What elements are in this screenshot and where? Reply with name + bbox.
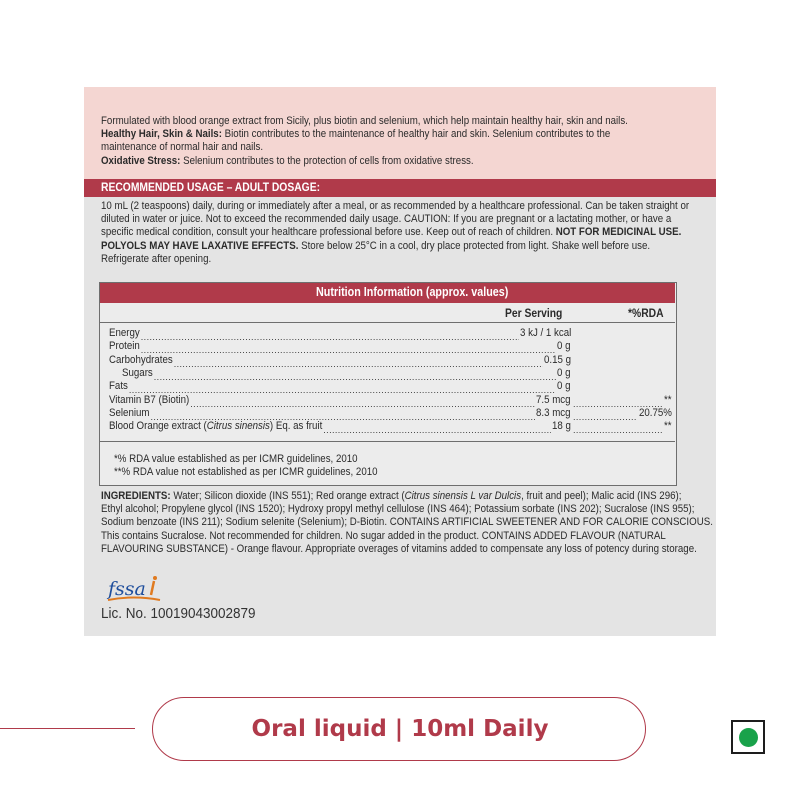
nutrient-value: 3 kJ / 1 kcal xyxy=(519,327,571,339)
leader-dots xyxy=(573,420,662,433)
dosage-badge xyxy=(152,697,646,761)
usage-heading: RECOMMENDED USAGE – ADULT DOSAGE: xyxy=(101,180,321,194)
veg-dot xyxy=(739,728,758,747)
nutrient-name: Selenium xyxy=(109,406,150,419)
nutrient-name xyxy=(109,420,322,433)
leader-dots xyxy=(174,354,543,367)
nutrient-name-part: ) Eq. as fruit xyxy=(269,420,323,433)
notes-divider xyxy=(100,441,675,442)
usage-line xyxy=(101,240,689,253)
nutrition-row xyxy=(109,393,672,407)
decorative-divider xyxy=(0,728,135,729)
nutrient-rda: 20.75% xyxy=(639,406,672,419)
nutrition-row xyxy=(109,354,664,367)
leader-dots xyxy=(190,394,535,407)
nutrient-value: 8.3 mcg xyxy=(536,406,571,419)
product-label-panel xyxy=(84,87,716,636)
ingredients-line xyxy=(101,490,713,503)
rda-header: *%RDA xyxy=(628,306,664,320)
ingredients-text xyxy=(101,490,713,556)
nutrition-row xyxy=(109,420,672,433)
nutrient-name: Vitamin B7 (Biotin) xyxy=(109,393,190,406)
veg-symbol-icon xyxy=(731,720,765,754)
nutrient-value: 18 g xyxy=(552,420,571,433)
laxative-warning: POLYOLS MAY HAVE LAXATIVE EFFECTS. xyxy=(101,239,299,252)
nutrition-row xyxy=(109,406,672,420)
nutrient-value: 0.15 g xyxy=(543,353,571,366)
fssai-logo xyxy=(106,575,166,608)
nutrient-value: 0 g xyxy=(557,340,571,353)
nutrient-rda: ** xyxy=(664,393,672,406)
nutrition-row xyxy=(109,340,664,353)
hair-claim-text: Biotin contributes to the maintenance of healthy hair and skin. Selenium contributes to the xyxy=(221,128,611,141)
svg-text:fssa: fssa xyxy=(108,578,146,600)
leader-dots xyxy=(573,407,637,420)
ingredients-line: This contains Sucralose. Not recommended for children. No sugar added in the product. CONTAINS ADDED FLAVOUR (NATURAL xyxy=(101,529,666,542)
license-number: Lic. No. 10019043002879 xyxy=(101,606,256,622)
ingredients-line: Ethyl alcohol; Propylene glycol (INS 1520); Hydroxy propyl methyl cellulose (INS 464); Potassium sorbate (INS 202); Sucralose (INS 955); xyxy=(101,503,695,516)
leader-dots xyxy=(323,420,551,433)
nutrition-row xyxy=(109,367,664,380)
nutrient-name-italic: Citrus sinensis xyxy=(206,420,270,433)
hair-claim-heading: Healthy Hair, Skin & Nails: xyxy=(101,128,222,141)
nutrition-title-bar xyxy=(100,283,675,303)
leader-dots xyxy=(573,394,662,407)
nutrient-name: Fats xyxy=(109,380,128,393)
not-medicinal-warning: NOT FOR MEDICINAL USE. xyxy=(555,226,682,239)
oxidative-claim-text: Selenium contributes to the protection of cells from oxidative stress. xyxy=(180,154,474,167)
ingredients-span: , fruit and peel); Malic acid (INS 296); xyxy=(521,490,682,502)
nutrient-value: 0 g xyxy=(557,366,571,379)
nutrition-notes xyxy=(114,453,378,479)
nutrition-title: Nutrition Information (approx. values) xyxy=(316,285,509,299)
ingredients-line: Sodium benzoate (INS 211); Sodium selenite (Selenium); D-Biotin. CONTAINS ARTIFICIAL SWEETENER AND FOR CALORIE CONSCIOUS. xyxy=(101,516,713,529)
storage-text: Store below 25°C in a cool, dry place protected from light. Shake well before use. xyxy=(298,239,651,252)
nutrient-rda: ** xyxy=(664,420,672,433)
usage-line xyxy=(101,226,689,239)
leader-dots xyxy=(154,367,557,380)
nutrition-column-headers xyxy=(100,306,675,322)
intro-line: Formulated with blood orange extract from Sicily, plus biotin and selenium, which help maintain healthy hair, skin and nails. xyxy=(101,115,628,127)
nutrition-row xyxy=(109,380,664,393)
nutrient-name: Carbohydrates xyxy=(109,353,173,366)
usage-line: Refrigerate after opening. xyxy=(101,252,212,265)
rda-note: **% RDA value not established as per ICMR guidelines, 2010 xyxy=(114,466,378,479)
nutrient-name-part: Blood Orange extract ( xyxy=(109,420,207,433)
oxidative-claim-heading: Oxidative Stress: xyxy=(101,154,181,167)
dosage-badge-text: Oral liquid | 10ml Daily xyxy=(251,716,549,742)
nutrient-value: 0 g xyxy=(557,380,571,393)
leader-dots xyxy=(141,340,557,353)
usage-line: diluted in water or juice. Not to exceed the recommended daily usage. CAUTION: If you are pregnant or a lactating mother, or have a xyxy=(101,213,672,226)
per-serving-header: Per Serving xyxy=(505,306,563,320)
hair-claim-text-cont: maintenance of normal hair and nails. xyxy=(101,141,264,154)
leader-dots xyxy=(151,407,536,420)
nutrient-name: Energy xyxy=(109,327,140,339)
ingredients-species: Citrus sinensis L var Dulcis xyxy=(404,490,522,502)
usage-text xyxy=(101,200,689,266)
fssai-logo-graphic xyxy=(106,575,166,603)
oxidative-claim-line xyxy=(101,155,628,168)
usage-heading-bar xyxy=(84,179,716,197)
nutrient-name: Sugars xyxy=(122,366,153,379)
usage-line: 10 mL (2 teaspoons) daily, during or immediately after a meal, or as recommended by a healthcare professional. Can be taken straight or xyxy=(101,200,690,212)
nutrient-name: Protein xyxy=(109,340,140,353)
ingredients-heading: INGREDIENTS: xyxy=(101,490,171,502)
header-divider xyxy=(100,322,675,323)
nutrition-row xyxy=(109,327,664,340)
ingredients-span: Water; Silicon dioxide (INS 551); Red orange extract ( xyxy=(170,490,405,502)
leader-dots xyxy=(129,380,557,393)
hair-claim-line xyxy=(101,128,628,141)
ingredients-line: FLAVOURING SUBSTANCE) - Orange flavour. Appropriate overages of vitamins added to compensate any loss of potency during storage. xyxy=(101,542,697,555)
intro-text xyxy=(101,115,628,168)
rda-note: *% RDA value established as per ICMR guidelines, 2010 xyxy=(114,453,358,465)
usage-text-span: specific medical condition, consult your healthcare professional before use. Keep out of reach of children. xyxy=(101,226,556,239)
nutrient-value: 7.5 mcg xyxy=(536,393,571,406)
leader-dots xyxy=(141,327,519,340)
nutrition-table xyxy=(99,282,677,486)
